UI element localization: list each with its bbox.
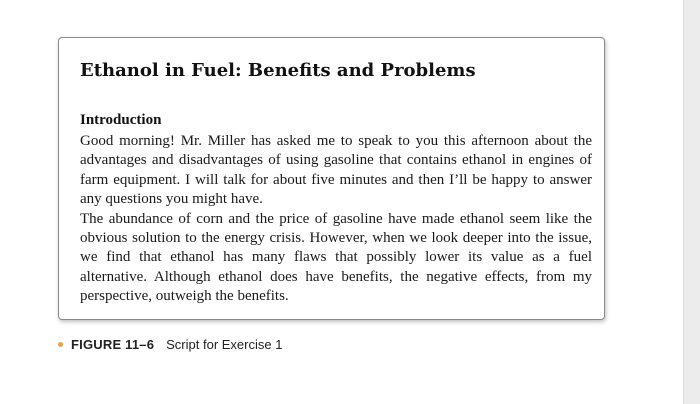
paragraph: The abundance of corn and the price of gasoline have made ethanol seem like the obvious solution to the energy crisis. However, when we look deeper into the issue, we find that ethanol has many flaws that possibly lower its value as a fuel alternative. Although ethanol does have benefits, the negative effects, from my perspective, outweigh the benefits.	[80, 210, 592, 305]
scrollbar-track[interactable]	[683, 0, 700, 404]
figure-caption-text: Script for Exercise 1	[166, 337, 283, 352]
figure-label: FIGURE 11–6	[71, 337, 155, 352]
section-heading: Introduction	[80, 112, 162, 128]
figure-caption	[58, 337, 282, 352]
body-text	[80, 132, 592, 307]
paragraph: Good morning! Mr. Miller has asked me to speak to you this afternoon about the advantages and disadvantages of using gasoline that contains ethanol in engines of farm equipment. I will talk for about five minutes and then I’ll be happy to answer any questions you might have.	[80, 133, 592, 208]
bullet-icon	[58, 342, 63, 347]
script-box	[58, 37, 605, 320]
box-title: Ethanol in Fuel: Benefits and Problems	[80, 60, 476, 81]
